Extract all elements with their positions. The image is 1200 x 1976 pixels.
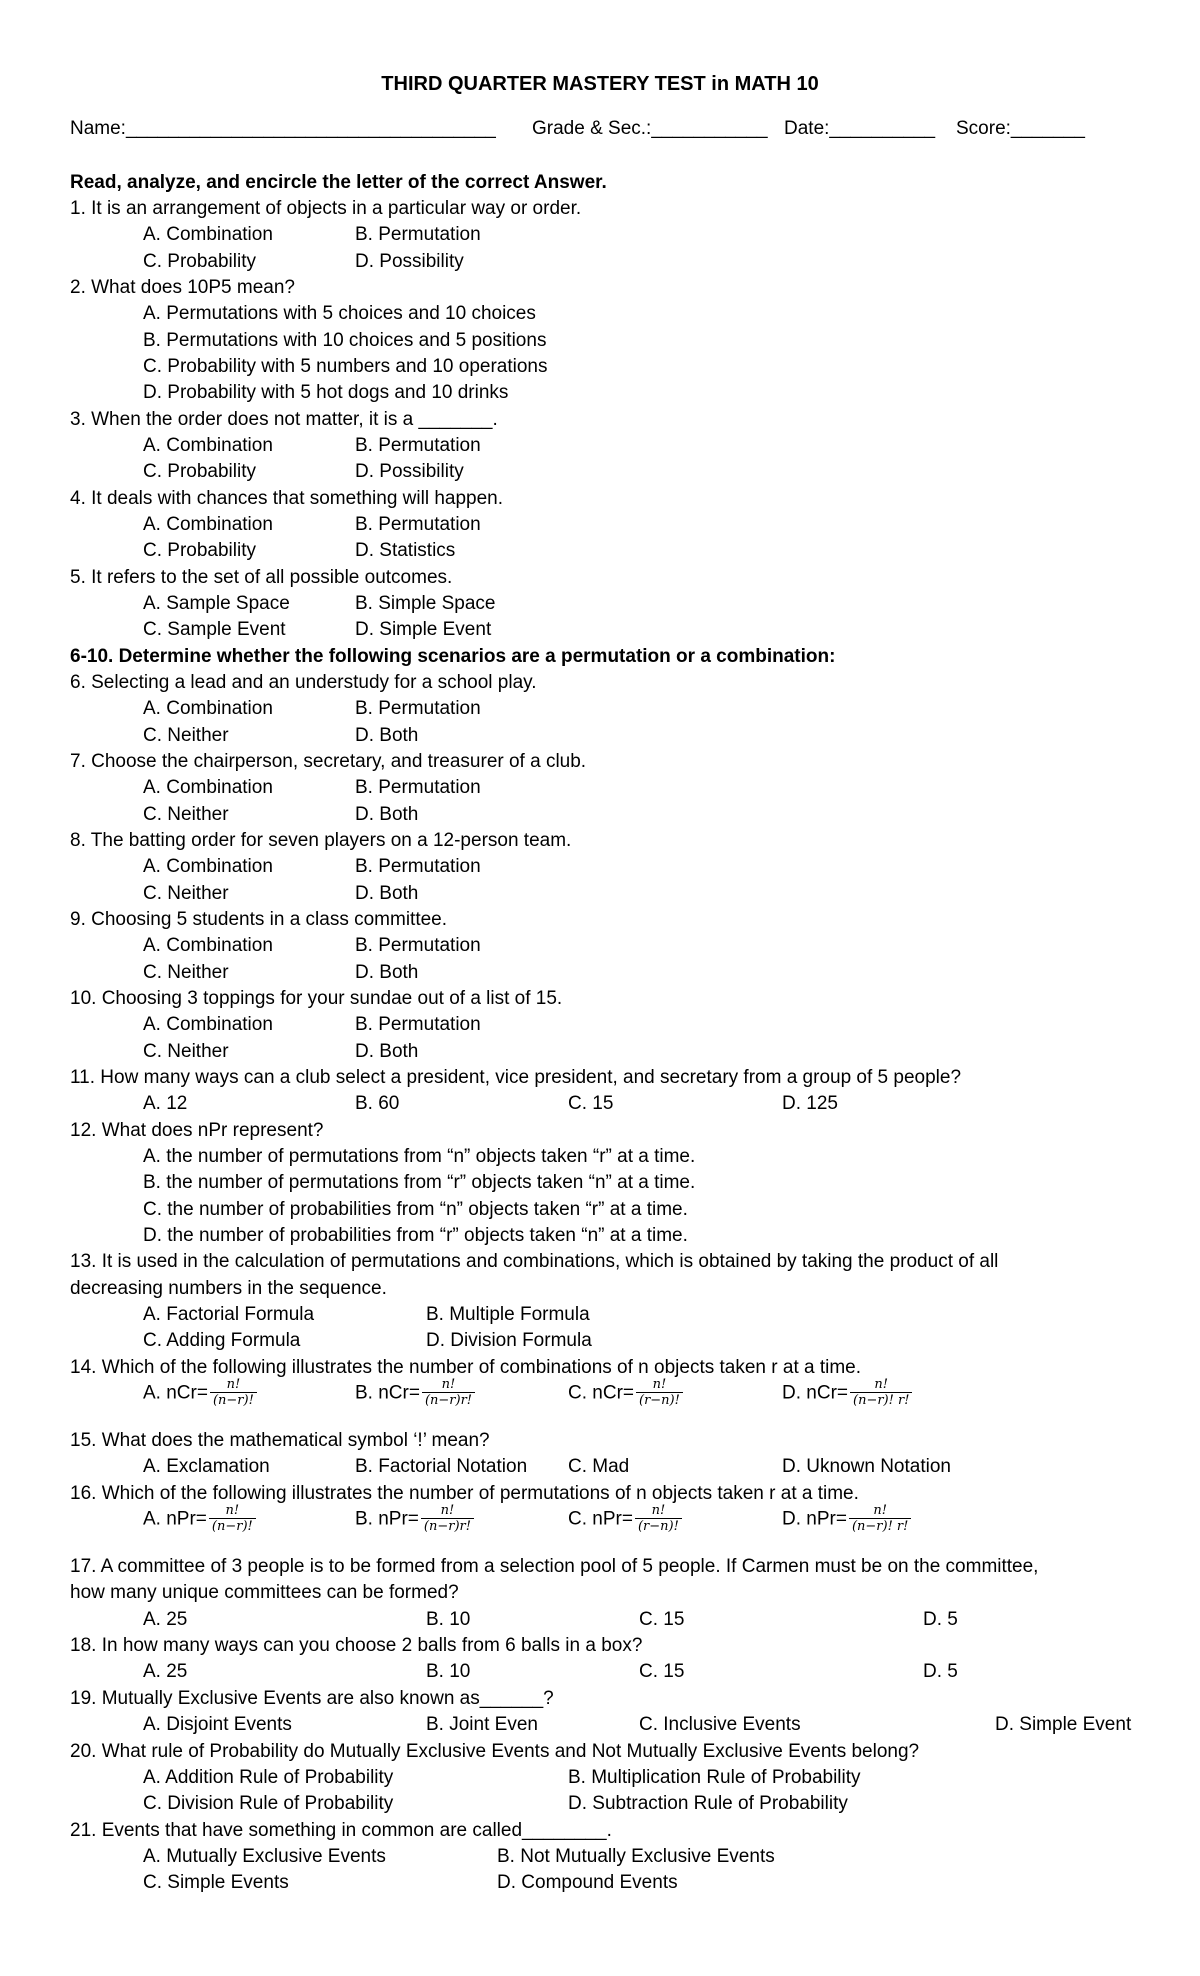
question-8: 8. The batting order for seven players on a 12-person team. — [70, 830, 572, 851]
fraction-denominator: (n−r)! r! — [850, 1392, 912, 1408]
score-field[interactable]: Score:_______ — [956, 118, 1085, 139]
option-18c[interactable]: C. 15 — [639, 1661, 685, 1682]
option-17a[interactable]: A. 25 — [143, 1609, 188, 1630]
option-11c[interactable]: C. 15 — [568, 1093, 614, 1114]
option-7b[interactable]: B. Permutation — [355, 777, 481, 798]
fraction-denominator: (n−r)! r! — [849, 1518, 911, 1534]
question-17: 17. A committee of 3 people is to be formed from a selection pool of 5 people. If Carmen must be on the committee, — [70, 1556, 1039, 1577]
fraction-numerator: n! — [226, 1377, 241, 1392]
option-15c[interactable]: C. Mad — [568, 1456, 630, 1477]
option-11a[interactable]: A. 12 — [143, 1093, 188, 1114]
question-1: 1. It is an arrangement of objects in a particular way or order. — [70, 198, 582, 219]
option-3a[interactable]: A. Combination — [143, 435, 273, 456]
option-19a[interactable]: A. Disjoint Events — [143, 1714, 292, 1735]
question-2: 2. What does 10P5 mean? — [70, 277, 295, 298]
option-2b[interactable]: B. Permutations with 10 choices and 5 positions — [143, 330, 547, 351]
option-14c[interactable] — [568, 1378, 683, 1409]
formula-fraction — [209, 1504, 256, 1535]
fraction-denominator: (r−n)! — [635, 1518, 682, 1534]
option-4b[interactable]: B. Permutation — [355, 514, 481, 535]
option-7c[interactable]: C. Neither — [143, 804, 229, 825]
option-16d-label: D. nPr= — [782, 1508, 847, 1530]
fraction-numerator: n! — [652, 1377, 667, 1392]
question-13: 13. It is used in the calculation of permutations and combinations, which is obtained by taking the product of all — [70, 1251, 999, 1272]
question-3: 3. When the order does not matter, it is a _______. — [70, 409, 498, 430]
option-20a[interactable]: A. Addition Rule of Probability — [143, 1767, 394, 1788]
formula-fraction — [422, 1378, 475, 1409]
option-4a[interactable]: A. Combination — [143, 514, 273, 535]
option-3d[interactable]: D. Possibility — [355, 461, 464, 482]
option-8a[interactable]: A. Combination — [143, 856, 273, 877]
option-6d[interactable]: D. Both — [355, 725, 419, 746]
option-5a[interactable]: A. Sample Space — [143, 593, 290, 614]
option-12c[interactable]: C. the number of probabilities from “n” objects taken “r” at a time. — [143, 1199, 688, 1220]
question-19: 19. Mutually Exclusive Events are also known as______? — [70, 1688, 554, 1709]
formula-fraction — [636, 1378, 683, 1409]
formula-fraction — [635, 1504, 682, 1535]
option-20b[interactable]: B. Multiplication Rule of Probability — [568, 1767, 861, 1788]
option-8b[interactable]: B. Permutation — [355, 856, 481, 877]
fraction-denominator: (r−n)! — [636, 1392, 683, 1408]
question-16: 16. Which of the following illustrates the number of permutations of n objects taken r at a time. — [70, 1483, 859, 1504]
option-14d-label: D. nCr= — [782, 1382, 848, 1404]
option-12a[interactable]: A. the number of permutations from “n” objects taken “r” at a time. — [143, 1146, 696, 1167]
option-16b-label: B. nPr= — [355, 1508, 419, 1530]
option-7d[interactable]: D. Both — [355, 804, 419, 825]
option-15b[interactable]: B. Factorial Notation — [355, 1456, 528, 1477]
option-5c[interactable]: C. Sample Event — [143, 619, 286, 640]
option-10d[interactable]: D. Both — [355, 1041, 419, 1062]
option-15d[interactable]: D. Uknown Notation — [782, 1456, 951, 1477]
option-16b[interactable] — [355, 1504, 474, 1535]
question-17-cont: how many unique committees can be formed? — [70, 1582, 459, 1603]
option-9b[interactable]: B. Permutation — [355, 935, 481, 956]
option-6a[interactable]: A. Combination — [143, 698, 273, 719]
fraction-numerator: n! — [225, 1503, 240, 1518]
option-9d[interactable]: D. Both — [355, 962, 419, 983]
option-10a[interactable]: A. Combination — [143, 1014, 273, 1035]
formula-fraction — [421, 1504, 474, 1535]
question-13-cont: decreasing numbers in the sequence. — [70, 1278, 387, 1299]
question-4: 4. It deals with chances that something will happen. — [70, 488, 504, 509]
question-12: 12. What does nPr represent? — [70, 1120, 324, 1141]
option-21d[interactable]: D. Compound Events — [497, 1872, 678, 1893]
page-title: THIRD QUARTER MASTERY TEST in MATH 10 — [381, 73, 819, 95]
question-6: 6. Selecting a lead and an understudy for a school play. — [70, 672, 537, 693]
option-16a-label: A. nPr= — [143, 1508, 207, 1530]
option-5b[interactable]: B. Simple Space — [355, 593, 496, 614]
option-6c[interactable]: C. Neither — [143, 725, 229, 746]
option-4d[interactable]: D. Statistics — [355, 540, 456, 561]
question-15: 15. What does the mathematical symbol ‘!’ mean? — [70, 1430, 490, 1451]
question-7: 7. Choose the chairperson, secretary, and treasurer of a club. — [70, 751, 587, 772]
option-15a[interactable]: A. Exclamation — [143, 1456, 270, 1477]
option-3b[interactable]: B. Permutation — [355, 435, 481, 456]
grade-sec-field[interactable]: Grade & Sec.:___________ — [532, 118, 768, 139]
option-17b[interactable]: B. 10 — [426, 1609, 471, 1630]
option-21a[interactable]: A. Mutually Exclusive Events — [143, 1846, 386, 1867]
formula-fraction — [210, 1378, 257, 1409]
option-16a[interactable] — [143, 1504, 256, 1535]
option-16d[interactable] — [782, 1504, 911, 1535]
fraction-numerator: n! — [441, 1377, 456, 1392]
option-16c-label: C. nPr= — [568, 1508, 633, 1530]
option-12d[interactable]: D. the number of probabilities from “r” objects taken “n” at a time. — [143, 1225, 688, 1246]
date-field[interactable]: Date:__________ — [784, 118, 936, 139]
option-9c[interactable]: C. Neither — [143, 962, 229, 983]
fraction-denominator: (n−r)r! — [422, 1392, 475, 1408]
fraction-denominator: (n−r)r! — [421, 1518, 474, 1534]
option-20c[interactable]: C. Division Rule of Probability — [143, 1793, 394, 1814]
option-10b[interactable]: B. Permutation — [355, 1014, 481, 1035]
question-10: 10. Choosing 3 toppings for your sundae out of a list of 15. — [70, 988, 563, 1009]
option-19b[interactable]: B. Joint Even — [426, 1714, 538, 1735]
option-20d[interactable]: D. Subtraction Rule of Probability — [568, 1793, 848, 1814]
option-11d[interactable]: D. 125 — [782, 1093, 838, 1114]
option-16c[interactable] — [568, 1504, 682, 1535]
fraction-denominator: (n−r)! — [209, 1518, 256, 1534]
option-4c[interactable]: C. Probability — [143, 540, 256, 561]
fraction-numerator: n! — [651, 1503, 666, 1518]
option-13c[interactable]: C. Adding Formula — [143, 1330, 301, 1351]
formula-fraction — [850, 1378, 912, 1409]
option-17d[interactable]: D. 5 — [923, 1609, 958, 1630]
section-6-10-heading: 6-10. Determine whether the following scenarios are a permutation or a combination: — [70, 646, 836, 667]
option-21c[interactable]: C. Simple Events — [143, 1872, 289, 1893]
option-1c[interactable]: C. Probability — [143, 251, 256, 272]
option-14d[interactable] — [782, 1378, 912, 1409]
option-1d[interactable]: D. Possibility — [355, 251, 464, 272]
option-18b[interactable]: B. 10 — [426, 1661, 471, 1682]
option-5d[interactable]: D. Simple Event — [355, 619, 492, 640]
option-13a[interactable]: A. Factorial Formula — [143, 1304, 315, 1325]
option-14a-label: A. nCr= — [143, 1382, 208, 1404]
question-20: 20. What rule of Probability do Mutually Exclusive Events and Not Mutually Exclusive Events belong? — [70, 1741, 920, 1762]
formula-fraction — [849, 1504, 911, 1535]
fraction-numerator: n! — [874, 1377, 889, 1392]
option-12b[interactable]: B. the number of permutations from “r” objects taken “n” at a time. — [143, 1172, 696, 1193]
option-13d[interactable]: D. Division Formula — [426, 1330, 592, 1351]
question-14: 14. Which of the following illustrates the number of combinations of n objects taken r at a time. — [70, 1357, 862, 1378]
question-5: 5. It refers to the set of all possible outcomes. — [70, 567, 453, 588]
option-14c-label: C. nCr= — [568, 1382, 634, 1404]
option-18a[interactable]: A. 25 — [143, 1661, 188, 1682]
option-8c[interactable]: C. Neither — [143, 883, 229, 904]
option-14b[interactable] — [355, 1378, 475, 1409]
question-21: 21. Events that have something in common are called________. — [70, 1820, 612, 1841]
fraction-numerator: n! — [873, 1503, 887, 1518]
fraction-numerator: n! — [440, 1503, 455, 1518]
option-18d[interactable]: D. 5 — [923, 1661, 958, 1682]
option-7a[interactable]: A. Combination — [143, 777, 273, 798]
question-11: 11. How many ways can a club select a president, vice president, and secretary from a group of 5 people? — [70, 1067, 962, 1088]
option-2d[interactable]: D. Probability with 5 hot dogs and 10 drinks — [143, 382, 509, 403]
option-1b[interactable]: B. Permutation — [355, 224, 481, 245]
question-9: 9. Choosing 5 students in a class committee. — [70, 909, 448, 930]
option-19d[interactable]: D. Simple Event — [995, 1714, 1132, 1735]
option-14a[interactable] — [143, 1378, 257, 1409]
name-field[interactable]: Name:___________________________________ — [70, 118, 496, 139]
option-13b[interactable]: B. Multiple Formula — [426, 1304, 590, 1325]
option-17c[interactable]: C. 15 — [639, 1609, 685, 1630]
option-9a[interactable]: A. Combination — [143, 935, 273, 956]
option-14b-label: B. nCr= — [355, 1382, 420, 1404]
option-10c[interactable]: C. Neither — [143, 1041, 229, 1062]
option-21b[interactable]: B. Not Mutually Exclusive Events — [497, 1846, 775, 1867]
option-19c[interactable]: C. Inclusive Events — [639, 1714, 801, 1735]
question-18: 18. In how many ways can you choose 2 balls from 6 balls in a box? — [70, 1635, 643, 1656]
option-1a[interactable]: A. Combination — [143, 224, 273, 245]
option-8d[interactable]: D. Both — [355, 883, 419, 904]
option-11b[interactable]: B. 60 — [355, 1093, 400, 1114]
instructions: Read, analyze, and encircle the letter of the correct Answer. — [70, 172, 607, 193]
fraction-denominator: (n−r)! — [210, 1392, 257, 1408]
option-3c[interactable]: C. Probability — [143, 461, 256, 482]
option-6b[interactable]: B. Permutation — [355, 698, 481, 719]
option-2c[interactable]: C. Probability with 5 numbers and 10 operations — [143, 356, 548, 377]
option-2a[interactable]: A. Permutations with 5 choices and 10 choices — [143, 303, 536, 324]
